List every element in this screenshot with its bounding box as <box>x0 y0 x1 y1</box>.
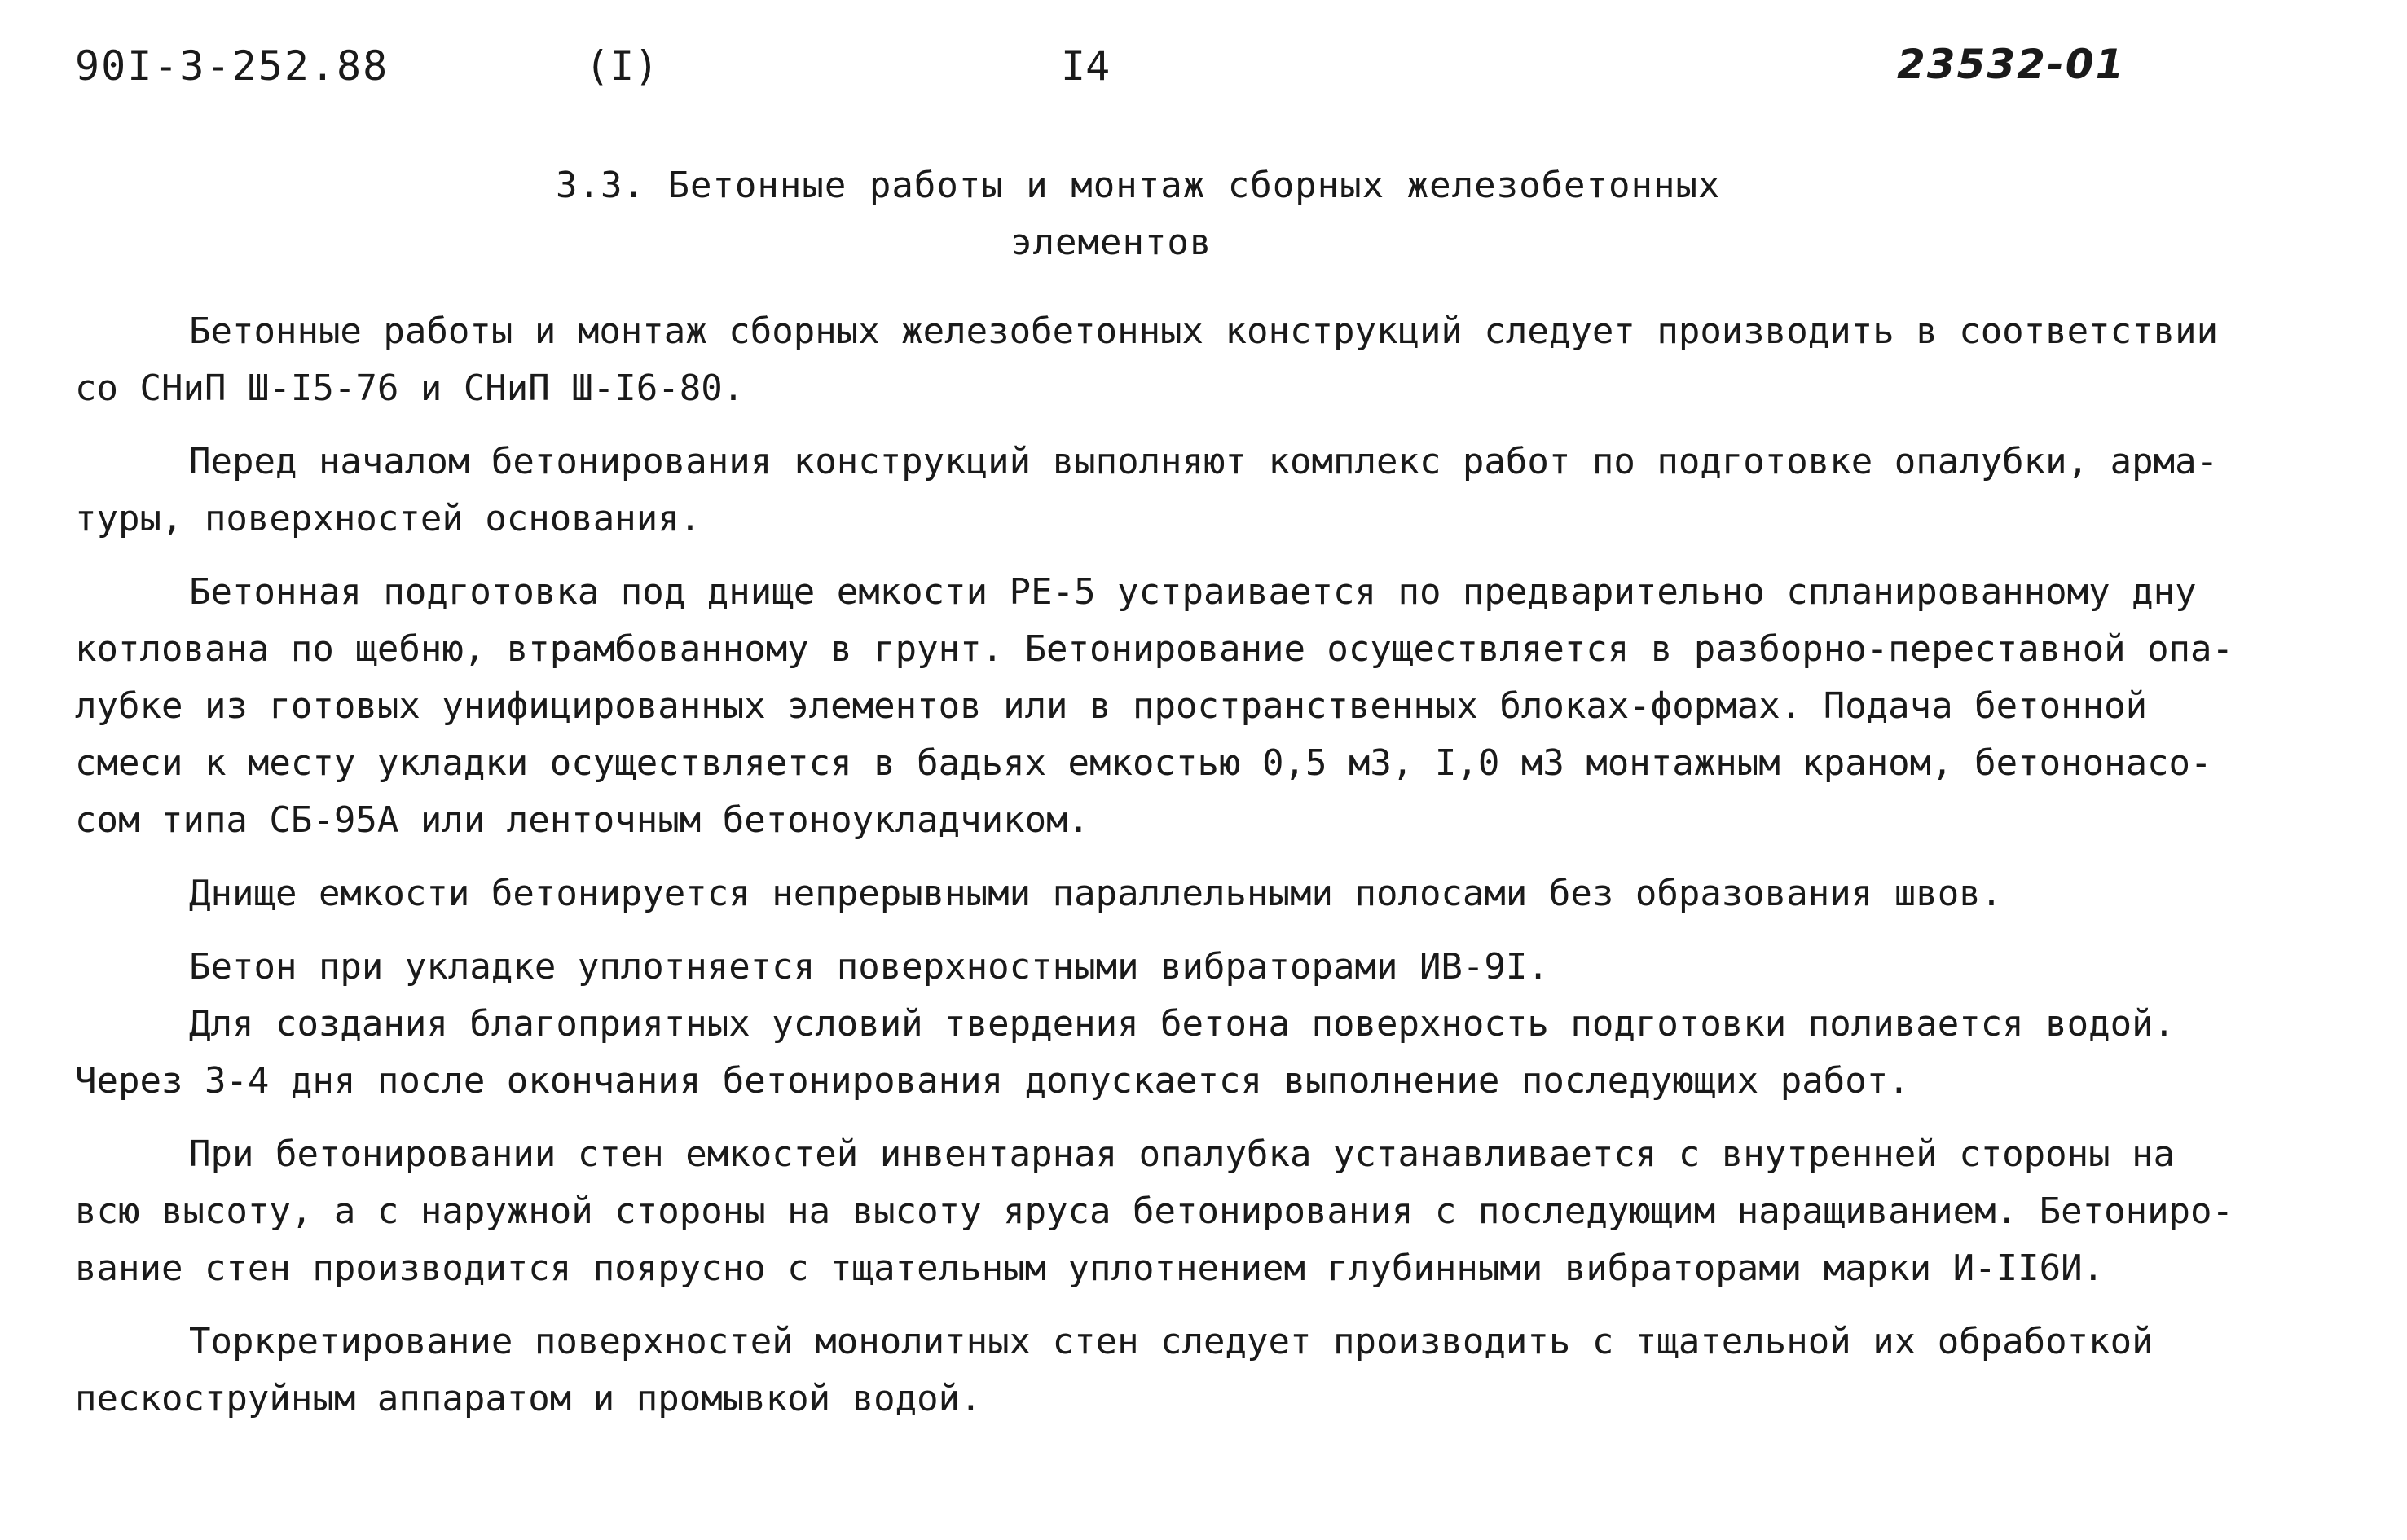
paragraph: При бетонировании стен емкостей инвентарная опалубка устанавливается с внутренней стороны на всю высоту, а с наружной стороны на высоту яруса бетонирования с последующим наращиванием. Бетониро- вание стен производится поярусно с тщательным уплотнением глубинными вибраторами марки И-II6И. <box>75 1133 2234 1289</box>
page-number: I4 <box>1061 42 1111 90</box>
body-text <box>75 303 2356 1428</box>
document-part: (I) <box>585 42 659 90</box>
paragraph: Бетон при укладке уплотняется поверхностными вибраторами ИВ-9I. <box>189 946 1549 988</box>
paragraph: Торкретирование поверхностей монолитных стен следует производить с тщательной их обработкой пескоструйным аппаратом и промывкой водой. <box>75 1321 2154 1419</box>
paragraph: Перед началом бетонирования конструкций выполняют комплекс работ по подготовке опалубки, арма- туры, поверхностей основания. <box>75 441 2219 539</box>
paragraph: Днище емкости бетонируется непрерывными параллельными полосами без образования швов. <box>189 873 2003 914</box>
section-title-line2: элементов <box>1010 222 1212 263</box>
paragraph: Для создания благоприятных условий твердения бетона поверхность подготовки поливается водой. Через 3-4 дня после окончания бетонирования допускается выполнение последующих работ. <box>75 1003 2176 1102</box>
paragraph: Бетонные работы и монтаж сборных железобетонных конструкций следует производить в соответствии со СНиП Ш-I5-76 и СНиП Ш-I6-80. <box>75 310 2219 409</box>
section-title-line1: 3.3. Бетонные работы и монтаж сборных железобетонных <box>556 165 1721 206</box>
paragraph: Бетонная подготовка под днище емкости РЕ-5 устраивается по предварительно спланированному дну котлована по щебню, втрамбованному в грунт. Бетонирование осуществляется в разборно-переставной опа- лубке из готовых унифицированных элементов или в пространственных блоках-формах. Подача бетонной смеси к месту укладки осуществляется в бадьях емкостью 0,5 м3, I,0 м3 монтажным краном, бетононасо- сом типа СБ-95А или ленточным бетоноукладчиком. <box>75 571 2234 841</box>
document-code: 90I-3-252.88 <box>75 42 389 90</box>
inventory-number: 23532-01 <box>1897 41 2126 88</box>
